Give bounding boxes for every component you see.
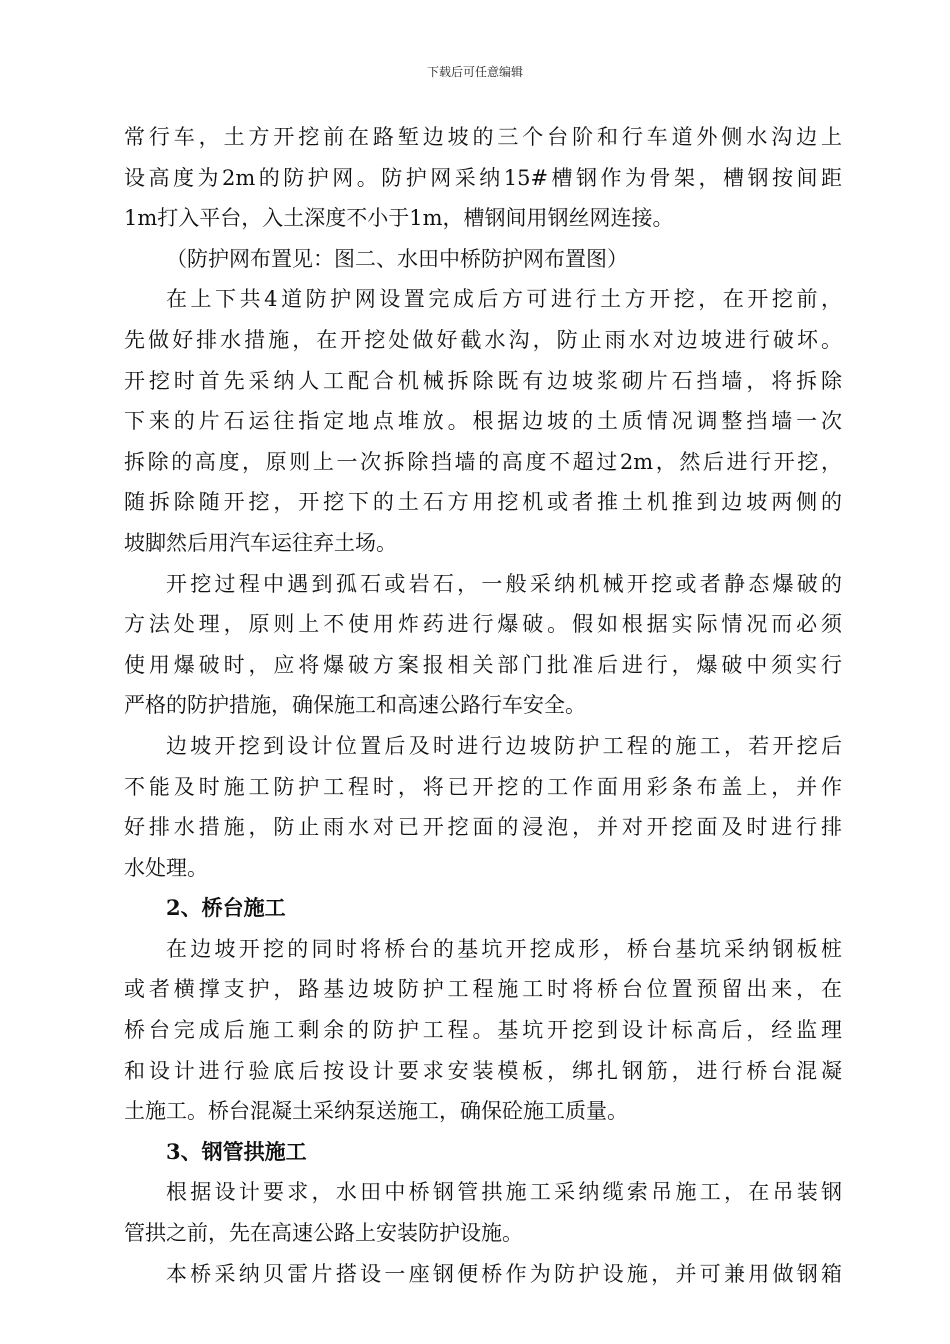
text-line: 在上下共4道防护网设置完成后方可进行土方开挖，在开挖前， — [166, 287, 842, 312]
text-line: 管拱之前，先在高速公路上安装防护设施。 — [124, 1221, 523, 1246]
text-line: 下来的片石运往指定地点堆放。根据边坡的土质情况调整挡墙一次 — [124, 409, 842, 434]
text-line: 随拆除随开挖，开挖下的土石方用挖机或者推土机推到边坡两侧的 — [124, 490, 842, 515]
text-line: 好排水措施，防止雨水对已开挖面的浸泡，并对开挖面及时进行排 — [124, 815, 842, 840]
text-line: 严格的防护措施，确保施工和高速公路行车安全。 — [124, 693, 586, 718]
text-line: 常行车，土方开挖前在路堑边坡的三个台阶和行车道外侧水沟边上 — [124, 125, 842, 149]
text-line: 1m打入平台，入土深度不小于1m，槽钢间用钢丝网连接。 — [124, 206, 674, 231]
text-line: 不能及时施工防护工程时，将已开挖的工作面用彩条布盖上，并作 — [124, 774, 842, 799]
text-line: 坡脚然后用汽车运往弃土场。 — [124, 530, 397, 555]
text-line: 开挖时首先采纳人工配合机械拆除既有边坡浆砌片石挡墙，将拆除 — [124, 368, 842, 393]
text-line: 水处理。 — [124, 855, 208, 880]
text-line: 边坡开挖到设计位置后及时进行边坡防护工程的施工，若开挖后 — [166, 733, 842, 758]
document-body — [124, 117, 842, 1294]
text-line: 开挖过程中遇到孤石或岩石，一般采纳机械开挖或者静态爆破的 — [166, 571, 842, 596]
text-line: （防护网布置见：图二、水田中桥防护网布置图） — [166, 246, 628, 271]
section-heading: 3、钢管拱施工 — [166, 1138, 307, 1164]
text-line: 桥台完成后施工剩余的防护工程。基坑开挖到设计标高后，经监理 — [124, 1018, 842, 1043]
text-line: 使用爆破时，应将爆破方案报相关部门批准后进行，爆破中须实行 — [124, 652, 842, 677]
text-line: 土施工。桥台混凝土采纳泵送施工，确保砼施工质量。 — [124, 1099, 628, 1124]
text-line: 设高度为2m的防护网。防护网采纳15#槽钢作为骨架，槽钢按间距 — [124, 165, 842, 190]
text-line: 本桥采纳贝雷片搭设一座钢便桥作为防护设施，并可兼用做钢箱 — [166, 1261, 842, 1286]
text-line: 根据设计要求，水田中桥钢管拱施工采纳缆索吊施工，在吊装钢 — [166, 1180, 842, 1205]
text-line: 方法处理，原则上不使用炸药进行爆破。假如根据实际情况而必须 — [124, 612, 842, 637]
text-line: 拆除的高度，原则上一次拆除挡墙的高度不超过2m，然后进行开挖， — [124, 449, 842, 474]
section-heading: 2、桥台施工 — [166, 895, 286, 921]
page-header-note: 下载后可任意编辑 — [426, 65, 523, 79]
text-line: 先做好排水措施，在开挖处做好截水沟，防止雨水对边坡进行破坏。 — [124, 327, 842, 352]
text-line: 和设计进行验底后按设计要求安装模板，绑扎钢筋，进行桥台混凝 — [124, 1058, 842, 1083]
text-line: 在边坡开挖的同时将桥台的基坑开挖成形，桥台基坑采纳钢板桩 — [166, 936, 842, 961]
text-line: 或者横撑支护，路基边坡防护工程施工时将桥台位置预留出来，在 — [124, 977, 842, 1002]
